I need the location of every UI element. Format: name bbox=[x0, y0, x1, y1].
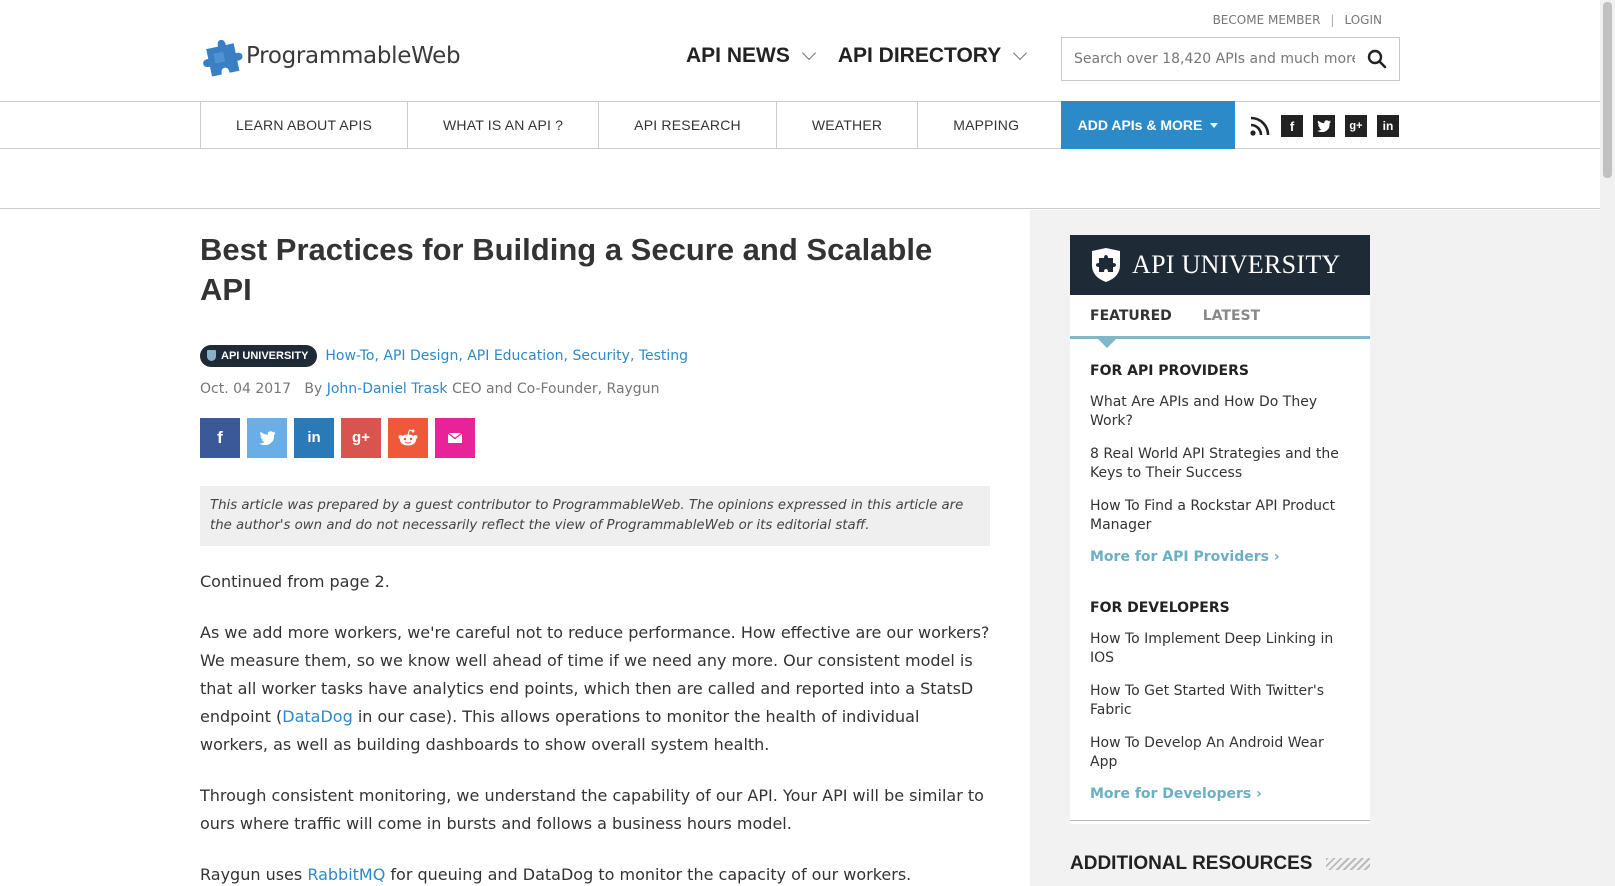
developers-heading: FOR DEVELOPERS bbox=[1090, 600, 1230, 616]
api-university-widget bbox=[1070, 235, 1370, 824]
providers-link[interactable]: 8 Real World API Strategies and the Keys to Their Success bbox=[1090, 446, 1339, 481]
more-for-providers-link[interactable]: More for API Providers › bbox=[1090, 549, 1280, 565]
tag-how-to[interactable]: How-To bbox=[325, 347, 375, 364]
developers-link[interactable]: How To Develop An Android Wear App bbox=[1090, 735, 1324, 770]
author-link[interactable]: John-Daniel Trask bbox=[326, 380, 448, 397]
chevron-down-icon bbox=[802, 46, 816, 60]
api-directory-label: API DIRECTORY bbox=[837, 44, 1002, 67]
secondary-nav bbox=[0, 101, 1600, 149]
chevron-down-icon bbox=[1013, 46, 1027, 60]
article-date: Oct. 04 2017 bbox=[200, 380, 291, 397]
tag-list: How-To, API Design, API Education, Security, Testing bbox=[325, 347, 689, 364]
hatch-divider bbox=[1326, 858, 1370, 870]
add-apis-label: ADD APIs & MORE bbox=[1077, 117, 1203, 133]
share-google-plus-button[interactable] bbox=[341, 418, 381, 458]
site-header bbox=[0, 0, 1600, 100]
become-member-link[interactable]: BECOME MEMBER bbox=[1212, 13, 1321, 27]
api-news-menu[interactable] bbox=[686, 44, 814, 68]
twitter-icon bbox=[259, 431, 276, 445]
article-meta bbox=[200, 381, 990, 397]
tag-security[interactable]: Security bbox=[572, 347, 630, 364]
nav-learn-about-apis[interactable]: LEARN ABOUT APIS bbox=[200, 102, 407, 148]
nav-api-research[interactable]: API RESEARCH bbox=[598, 102, 776, 148]
google-plus-icon[interactable]: g+ bbox=[1345, 115, 1367, 137]
rss-icon[interactable] bbox=[1249, 115, 1271, 137]
additional-resources-heading bbox=[1070, 820, 1370, 875]
linkedin-icon: in bbox=[307, 429, 321, 447]
nav-what-is-an-api[interactable]: WHAT IS AN API ? bbox=[407, 102, 598, 148]
developers-link[interactable]: How To Implement Deep Linking in IOS bbox=[1090, 631, 1334, 666]
author-role: CEO and Co-Founder, Raygun bbox=[451, 380, 660, 397]
facebook-icon[interactable]: f bbox=[1281, 115, 1303, 137]
providers-heading: FOR API PROVIDERS bbox=[1090, 363, 1249, 379]
tag-testing[interactable]: Testing bbox=[638, 347, 689, 364]
linkedin-icon[interactable]: in bbox=[1377, 115, 1399, 137]
api-university-tabs bbox=[1070, 295, 1370, 339]
api-university-title: API UNIVERSITY bbox=[1132, 250, 1341, 279]
nav-mapping[interactable]: MAPPING bbox=[917, 102, 1054, 148]
site-logo[interactable] bbox=[200, 34, 460, 78]
article-body bbox=[200, 568, 990, 886]
paragraph bbox=[200, 861, 990, 886]
puzzle-logo-icon bbox=[200, 34, 244, 78]
search-icon bbox=[1367, 49, 1387, 69]
providers-link[interactable]: How To Find a Rockstar API Product Manager bbox=[1090, 498, 1336, 533]
additional-resources-title: ADDITIONAL RESOURCES bbox=[1070, 853, 1313, 874]
paragraph-text: for queuing and DataDog to monitor the capacity of our workers. bbox=[385, 864, 912, 884]
share-facebook-button[interactable] bbox=[200, 418, 240, 458]
api-news-label: API NEWS bbox=[686, 44, 790, 67]
guest-contributor-disclaimer: This article was prepared by a guest contributor to ProgrammableWeb. The opinions expressed in this article are the author's own and do not necessarily reflect the view of ProgrammableWeb or its editorial staff. bbox=[200, 486, 990, 546]
main-nav bbox=[686, 44, 1025, 68]
developers-link[interactable]: How To Get Started With Twitter's Fabric bbox=[1090, 683, 1325, 718]
shield-icon bbox=[207, 350, 216, 361]
ad-banner-area bbox=[0, 149, 1600, 209]
reddit-icon bbox=[397, 429, 419, 447]
paragraph: Through consistent monitoring, we understand the capability of our API. Your API will be similar to ours where traffic will come in bursts and follows a business hours model. bbox=[200, 785, 984, 833]
member-links bbox=[1213, 13, 1382, 27]
share-email-button[interactable] bbox=[435, 418, 475, 458]
paragraph-text: in our case). This allows operations to monitor the health of individual workers, as well as building dashboards to show overall system health. bbox=[200, 706, 920, 754]
scrollbar-thumb[interactable] bbox=[1603, 2, 1612, 178]
separator: | bbox=[1330, 13, 1335, 27]
paragraph bbox=[200, 619, 990, 759]
header-social-links bbox=[1249, 115, 1399, 137]
datadog-link[interactable]: DataDog bbox=[282, 706, 353, 726]
article-tags-row bbox=[200, 345, 990, 367]
rabbitmq-link[interactable]: RabbitMQ bbox=[307, 864, 386, 884]
page-scrollbar[interactable] bbox=[1600, 0, 1615, 886]
api-university-badge[interactable] bbox=[200, 345, 317, 367]
by-label: By bbox=[304, 380, 323, 397]
tag-api-education[interactable]: API Education bbox=[467, 347, 564, 364]
add-apis-button[interactable] bbox=[1061, 101, 1235, 149]
tag-api-design[interactable]: API Design bbox=[383, 347, 459, 364]
secondary-nav-items bbox=[200, 102, 1054, 148]
share-reddit-button[interactable] bbox=[388, 418, 428, 458]
facebook-icon: f bbox=[217, 427, 223, 447]
providers-link[interactable]: What Are APIs and How Do They Work? bbox=[1090, 394, 1318, 429]
nav-weather[interactable]: WEATHER bbox=[776, 102, 917, 148]
search-box bbox=[1061, 37, 1400, 81]
tab-latest[interactable]: LATEST bbox=[1202, 307, 1261, 324]
api-university-header bbox=[1070, 235, 1370, 295]
api-directory-menu[interactable] bbox=[838, 44, 1025, 68]
share-linkedin-button[interactable] bbox=[294, 418, 334, 458]
more-for-developers-link[interactable]: More for Developers › bbox=[1090, 786, 1262, 802]
caret-down-icon bbox=[1210, 123, 1218, 128]
api-university-content bbox=[1070, 339, 1370, 824]
paragraph-text: Raygun uses bbox=[200, 864, 308, 884]
share-buttons bbox=[200, 418, 990, 458]
badge-label: API UNIVERSITY bbox=[221, 349, 309, 362]
email-icon bbox=[448, 433, 462, 443]
paragraph: Continued from page 2. bbox=[200, 571, 390, 591]
paragraph-text: As we add more workers, we're careful not to reduce performance. How effective are our workers? We measure them, so we know well ahead of time if we need any more. Our consistent model is that all worker tasks have analytics end points, which then are called and reported into a StatsD endpoint ( bbox=[200, 622, 990, 726]
search-button[interactable] bbox=[1355, 38, 1399, 80]
share-twitter-button[interactable] bbox=[247, 418, 287, 458]
article bbox=[200, 230, 990, 886]
active-tab-pointer bbox=[1098, 339, 1116, 348]
search-input[interactable] bbox=[1062, 51, 1355, 67]
google-plus-icon: g+ bbox=[352, 429, 370, 447]
article-title: Best Practices for Building a Secure and Scalable API bbox=[200, 232, 933, 308]
twitter-icon[interactable] bbox=[1313, 115, 1335, 137]
tab-featured[interactable]: FEATURED bbox=[1090, 307, 1172, 324]
login-link[interactable]: LOGIN bbox=[1344, 13, 1382, 27]
shield-puzzle-icon bbox=[1090, 247, 1122, 283]
logo-text: ProgrammableWeb bbox=[246, 43, 461, 69]
